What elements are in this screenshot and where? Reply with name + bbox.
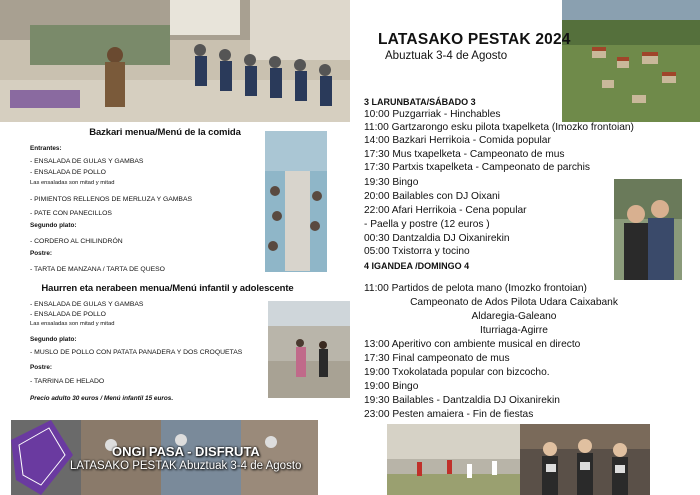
day2-event-1: 11:00 Partidos de pelota mano (Imozko frontoian) xyxy=(364,283,587,294)
day2-match-2: Iturriaga-Agirre xyxy=(480,325,548,336)
adult-starter-1: - ENSALADA DE GULAS Y GAMBAS xyxy=(30,158,144,165)
day1-event-8: 22:00 Afari Herrikoia - Cena popular xyxy=(364,205,527,216)
day2-event-6: 19:30 Bailables - Dantzaldia DJ Oixanirekin xyxy=(364,395,560,406)
day1-event-6: 19:30 Bingo xyxy=(364,177,419,188)
day2-event-2: 13:00 Aperitivo con ambiente musical en directo xyxy=(364,339,581,350)
day2-event-3: 17:30 Final campeonato de mus xyxy=(364,353,510,364)
day1-event-4: 17:30 Mus txapelketa - Campeonato de mus xyxy=(364,149,565,160)
day1-event-5: 17:30 Partxis txapelketa - Campeonato de parchis xyxy=(364,162,590,173)
kids-second: - MUSLO DE POLLO CON PATATA PANADERA Y DOS CROQUETAS xyxy=(30,349,243,356)
adult-dessert: - TARTA DE MANZANA / TARTA DE QUESO xyxy=(30,266,165,273)
adult-starter-4: - PATE CON PANECILLOS xyxy=(30,210,112,217)
photo-musicians xyxy=(520,424,650,495)
day1-event-10: 00:30 Dantzaldia DJ Oixanirekin xyxy=(364,233,510,244)
day2-match-1: Aldaregia-Galeano xyxy=(471,311,557,322)
festival-dates: Abuztuak 3-4 de Agosto xyxy=(385,50,508,62)
photo-pelota-match xyxy=(387,424,520,495)
day2-event-4: 19:00 Txokolatada popular con bizcocho. xyxy=(364,367,550,378)
kids-dessert: - TARRINA DE HELADO xyxy=(30,378,105,385)
adult-starters-label: Entrantes: xyxy=(30,145,62,152)
photo-crowd-dancing xyxy=(0,0,350,122)
adult-starter-3: - PIMIENTOS RELLENOS DE MERLUZA Y GAMBAS xyxy=(30,196,193,203)
banner-line1: ONGI PASA - DISFRUTA xyxy=(112,444,260,459)
day1-event-3: 14:00 Bazkari Herrikoia - Comida popular xyxy=(364,135,551,146)
photo-dining-table xyxy=(265,131,327,272)
kids-dessert-label: Postre: xyxy=(30,364,53,371)
kids-second-label: Segundo plato: xyxy=(30,336,77,343)
day1-event-1: 10:00 Puzgarriak - Hinchables xyxy=(364,109,501,120)
day2-campeonato: Campeonato de Ados Pilota Udara Caixabank xyxy=(410,297,618,308)
day2-event-7: 23:00 Pesten amaiera - Fin de fiestas xyxy=(364,409,534,420)
day1-event-7: 20:00 Bailables con DJ Oixani xyxy=(364,191,500,202)
day2-label: 4 IGANDEA /DOMINGO 4 xyxy=(364,261,470,271)
adult-second: - CORDERO AL CHILINDRÓN xyxy=(30,238,123,245)
day1-event-9: - Paella y postre (12 euros ) xyxy=(364,219,490,230)
kids-salad-note: Las ensaladas son mitad y mitad xyxy=(30,321,115,327)
kids-starter-2: - ENSALADA DE POLLO xyxy=(30,311,106,318)
day1-event-11: 05:00 Txistorra y tocino xyxy=(364,246,470,257)
adult-starter-2: - ENSALADA DE POLLO xyxy=(30,169,106,176)
adult-dessert-label: Postre: xyxy=(30,250,53,257)
adult-salad-note: Las ensaladas son mitad y mitad xyxy=(30,180,115,186)
adult-second-label: Segundo plato: xyxy=(30,222,77,229)
day2-event-5: 19:00 Bingo xyxy=(364,381,419,392)
festival-title: LATASAKO PESTAK 2024 xyxy=(378,31,571,48)
day1-label: 3 LARUNBATA/SÁBADO 3 xyxy=(364,97,476,107)
adult-menu-title: Bazkari menua/Menú de la comida xyxy=(89,127,241,138)
photo-couple xyxy=(614,179,682,280)
menu-price: Precio adulto 30 euros / Menú infantil 15 euros. xyxy=(30,395,174,402)
day1-event-2: 11:00 Gartzarongo esku pilota txapelketa (Imozko frontoian) xyxy=(364,122,634,133)
kids-starter-1: - ENSALADA DE GULAS Y GAMBAS xyxy=(30,301,144,308)
kids-menu-title: Haurren eta nerabeen menua/Menú infantil y adolescente xyxy=(41,283,294,294)
photo-village-aerial xyxy=(562,0,700,122)
banner-line2: LATASAKO PESTAK Abuztuak 3-4 de Agosto xyxy=(70,460,302,472)
photo-dancers-plaza xyxy=(268,301,350,398)
